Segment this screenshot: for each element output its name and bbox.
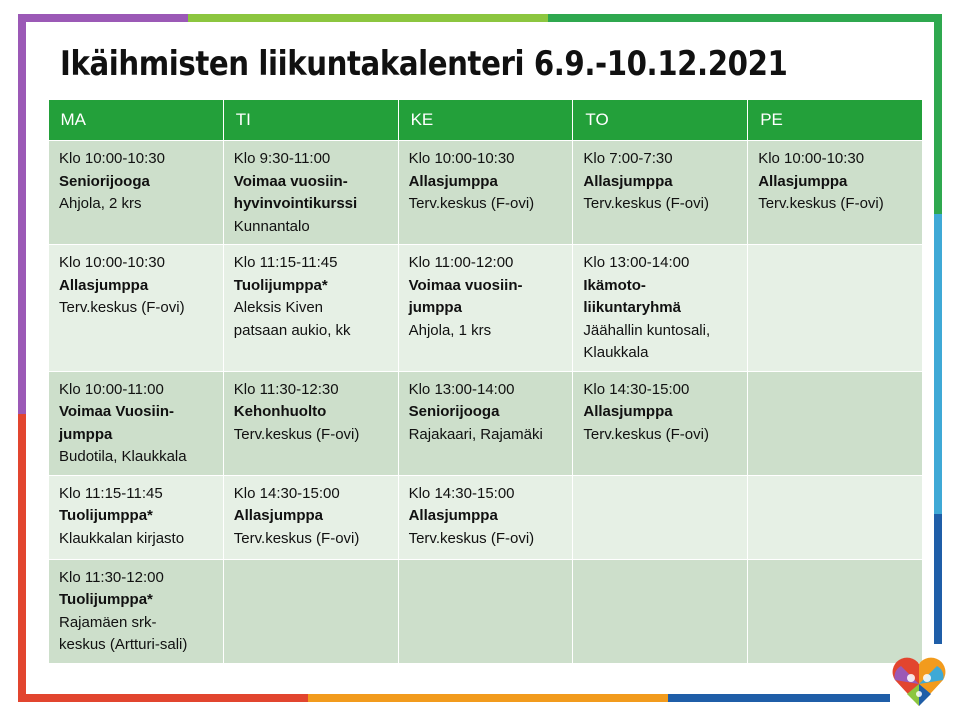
event-time: Klo 13:00-14:00 (583, 254, 690, 271)
border-top-green (548, 14, 942, 22)
page-title: Ikäihmisten liikuntakalenteri 6.9.-10.12.2021 (60, 44, 788, 84)
event-name: Seniorijooga (59, 172, 150, 190)
event-name: Tuolijumppa* (233, 276, 328, 294)
schedule-cell-pe (748, 559, 923, 663)
schedule-cell-ma (49, 141, 224, 245)
event-time: Klo 11:30-12:30 (233, 380, 339, 398)
event-place: Terv.keskus (F-ovi) (233, 425, 360, 443)
schedule-row (49, 475, 923, 559)
schedule-cell-ke (398, 371, 573, 475)
schedule-cell-to (573, 559, 748, 663)
border-bottom-orange (308, 694, 668, 702)
heart-logo-icon (891, 654, 947, 708)
day-header-to: TO (573, 100, 748, 141)
event-time: Klo 11:30-12:00 (59, 568, 164, 586)
event-time: Klo 10:00-10:30 (59, 254, 165, 271)
event-time: Klo 10:00-10:30 (59, 150, 165, 167)
event-place: Ahjola, 2 krs (59, 195, 142, 212)
schedule-cell-ti (223, 245, 398, 372)
schedule-cell-to (573, 245, 748, 372)
event-name: Voimaa vuosiin- jumppa (408, 276, 523, 316)
schedule-cell-ti (223, 475, 398, 559)
schedule-table (48, 100, 923, 664)
event-time: Klo 7:00-7:30 (583, 150, 673, 167)
event-place: Budotila, Klaukkala (59, 448, 187, 465)
schedule-cell-ma (49, 245, 224, 372)
event-time: Klo 11:00-12:00 (408, 254, 514, 271)
event-name: Seniorijooga (408, 403, 500, 420)
event-name: Ikämoto- liikuntaryhmä (583, 276, 681, 316)
schedule-row (49, 245, 923, 372)
border-right-navy (934, 514, 942, 644)
border-left-red (18, 414, 26, 702)
event-place: Terv.keskus (F-ovi) (583, 425, 709, 443)
event-name: Allasjumppa (583, 172, 673, 190)
event-time: Klo 14:30-15:00 (233, 484, 340, 502)
schedule-cell-ke (398, 475, 573, 559)
event-name: Kehonhuolto (233, 403, 327, 420)
event-time: Klo 14:30-15:00 (408, 484, 515, 502)
schedule-cell-to (573, 371, 748, 475)
schedule-cell-ti (223, 141, 398, 245)
schedule-cell-pe (748, 475, 923, 559)
event-place: Kunnantalo (233, 217, 310, 235)
schedule-cell-ti (223, 559, 398, 663)
day-header-ti: TI (223, 100, 398, 141)
border-bottom-navy (668, 694, 890, 702)
border-bottom-red (18, 694, 308, 702)
event-place: Jäähallin kuntosali, Klaukkala (583, 321, 711, 361)
event-time: Klo 10:00-10:30 (408, 150, 515, 167)
event-time: Klo 10:00-11:00 (59, 380, 164, 398)
schedule-cell-pe (748, 141, 923, 245)
schedule-cell-ke (398, 559, 573, 663)
event-place: Rajamäen srk- keskus (Artturi-sali) (59, 613, 188, 653)
schedule-cell-pe (748, 371, 923, 475)
schedule-cell-ti (223, 371, 398, 475)
event-place: Terv.keskus (F-ovi) (758, 195, 884, 212)
event-time: Klo 11:15-11:45 (233, 254, 338, 271)
event-name: Tuolijumppa* (59, 507, 153, 524)
day-header-ke: KE (398, 100, 573, 141)
day-header-ma: MA (49, 100, 224, 141)
weekday-header-row (49, 100, 923, 141)
event-name: Voimaa Vuosiin- jumppa (59, 403, 175, 443)
event-name: Allasjumppa (59, 276, 149, 294)
schedule-cell-ma (49, 559, 224, 663)
schedule-row (49, 371, 923, 475)
schedule-cell-ma (49, 475, 224, 559)
schedule-row (49, 559, 923, 663)
schedule-cell-to (573, 475, 748, 559)
event-place: Terv.keskus (F-ovi) (408, 195, 535, 212)
border-top-lime (188, 14, 548, 22)
event-place: Terv.keskus (F-ovi) (59, 299, 185, 316)
event-place: Terv.keskus (F-ovi) (233, 529, 360, 547)
event-place: Rajakaari, Rajamäki (408, 425, 543, 443)
event-place: Aleksis Kiven patsaan aukio, kk (233, 299, 351, 339)
event-place: Ahjola, 1 krs (408, 321, 492, 339)
event-name: Allasjumppa (583, 403, 673, 420)
schedule-cell-ke (398, 141, 573, 245)
event-time: Klo 9:30-11:00 (233, 150, 331, 167)
border-right-green (934, 14, 942, 214)
schedule-row (49, 141, 923, 245)
border-top-purple (18, 14, 188, 22)
event-time: Klo 13:00-14:00 (408, 380, 515, 398)
event-place: Terv.keskus (F-ovi) (583, 195, 709, 212)
schedule-cell-pe (748, 245, 923, 372)
event-time: Klo 11:15-11:45 (59, 484, 163, 502)
event-time: Klo 10:00-10:30 (758, 150, 865, 167)
border-right-blue (934, 214, 942, 514)
event-name: Allasjumppa (758, 172, 848, 190)
event-name: Tuolijumppa* (59, 591, 153, 608)
schedule-cell-ke (398, 245, 573, 372)
event-time: Klo 14:30-15:00 (583, 380, 690, 398)
event-name: Allasjumppa (408, 507, 498, 524)
event-name: Allasjumppa (233, 507, 323, 524)
border-left-purple (18, 14, 26, 414)
schedule-cell-to (573, 141, 748, 245)
event-place: Terv.keskus (F-ovi) (408, 529, 535, 547)
event-name: Voimaa vuosiin- hyvinvointikurssi (233, 172, 358, 212)
event-place: Klaukkalan kirjasto (59, 529, 185, 547)
event-name: Allasjumppa (408, 172, 498, 190)
schedule-cell-ma (49, 371, 224, 475)
day-header-pe: PE (748, 100, 923, 141)
